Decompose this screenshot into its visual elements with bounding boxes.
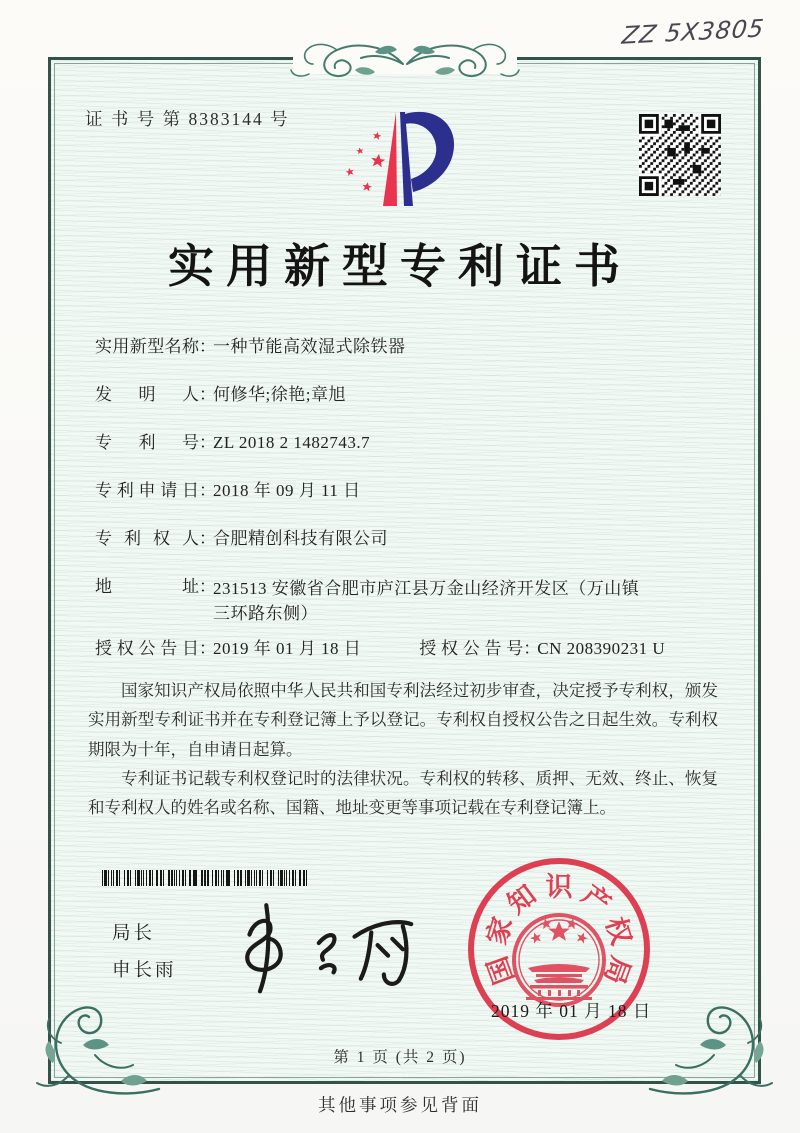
handwritten-code: ZZ 5X3805 bbox=[620, 14, 766, 50]
field-value: CN 208390231 U bbox=[537, 639, 666, 658]
field-label: 专利权人 bbox=[95, 529, 199, 548]
cnipa-logo-icon bbox=[333, 106, 465, 226]
field-value: 一种节能高效湿式除铁器 bbox=[213, 337, 406, 356]
svg-text:国: 国 bbox=[482, 952, 520, 989]
field-label: 专利号 bbox=[95, 433, 199, 452]
field-value: 合肥精创科技有限公司 bbox=[213, 529, 388, 548]
svg-text:知: 知 bbox=[501, 879, 542, 920]
grant-no-pair: 授权公告号：CN 208390231 U bbox=[419, 639, 666, 658]
seal-date: 2019 年 01 月 18 日 bbox=[491, 1001, 652, 1021]
field-value: ZL 2018 2 1482743.7 bbox=[213, 433, 371, 452]
qr-code bbox=[639, 114, 721, 196]
page-indicator: 第 1 页 (共 2 页) bbox=[333, 1049, 467, 1066]
field-label: 授权公告号 bbox=[419, 639, 524, 658]
field-label: 专利申请日 bbox=[95, 481, 199, 500]
field-row-address: 地址：231513 安徽省合肥市庐江县万金山经济开发区（万山镇三环路东侧） bbox=[95, 576, 713, 626]
svg-text:家: 家 bbox=[481, 913, 519, 949]
field-label: 发明人 bbox=[95, 385, 199, 404]
field-list bbox=[95, 336, 713, 686]
legal-paragraph-2: 专利证书记载专利权登记时的法律状况。专利权的转移、质押、无效、终止、恢复和专利权人的姓名或名称、国籍、地址变更等事项记载在专利登记簿上。 bbox=[88, 769, 718, 818]
commissioner-block bbox=[112, 916, 177, 990]
field-row-inventors: 发明人：何修华;徐艳;章旭 bbox=[95, 385, 346, 404]
commissioner-signature bbox=[218, 888, 428, 998]
grant-date-pair: 授权公告日：2019 年 01 月 18 日 bbox=[95, 639, 362, 658]
certificate-number: 证 书 号 第 8383144 号 bbox=[85, 109, 290, 129]
back-side-note: 其他事项参见背面 bbox=[318, 1095, 482, 1115]
legal-paragraph-1: 国家知识产权局依照中华人民共和国专利法经过初步审查，决定授予专利权，颁发实用新型专利证书并在专利登记簿上予以登记。专利权自授权公告之日起生效。专利权期限为十年，自申请日起算。 bbox=[88, 681, 718, 759]
top-border-ornament-icon bbox=[285, 34, 525, 86]
barcode bbox=[102, 870, 310, 886]
field-value: 何修华;徐艳;章旭 bbox=[213, 385, 346, 404]
field-value: 2019 年 01 月 18 日 bbox=[213, 639, 362, 658]
field-row-patent-no: 专利号：ZL 2018 2 1482743.7 bbox=[95, 433, 371, 452]
svg-text:权: 权 bbox=[599, 913, 637, 949]
svg-text:产: 产 bbox=[576, 879, 617, 920]
field-label: 授权公告日 bbox=[95, 639, 199, 658]
legal-text bbox=[88, 676, 718, 823]
svg-text:识: 识 bbox=[545, 872, 573, 902]
certificate-title: 实用新型专利证书 bbox=[168, 241, 632, 292]
field-row-name: 实用新型名称：一种节能高效湿式除铁器 bbox=[95, 337, 406, 356]
field-label: 地址 bbox=[95, 577, 199, 596]
field-label: 实用新型名称 bbox=[95, 337, 199, 356]
field-value: 231513 安徽省合肥市庐江县万金山经济开发区（万山镇三环路东侧） bbox=[213, 579, 640, 623]
field-row-grant bbox=[95, 638, 713, 660]
field-row-filing-date: 专利申请日：2018 年 09 月 11 日 bbox=[95, 481, 361, 500]
svg-text:局: 局 bbox=[598, 952, 636, 989]
field-value: 2018 年 09 月 11 日 bbox=[213, 481, 361, 500]
commissioner-title: 局长 bbox=[112, 924, 156, 944]
commissioner-name: 申长雨 bbox=[112, 961, 177, 981]
field-row-patentee: 专利权人：合肥精创科技有限公司 bbox=[95, 529, 388, 548]
